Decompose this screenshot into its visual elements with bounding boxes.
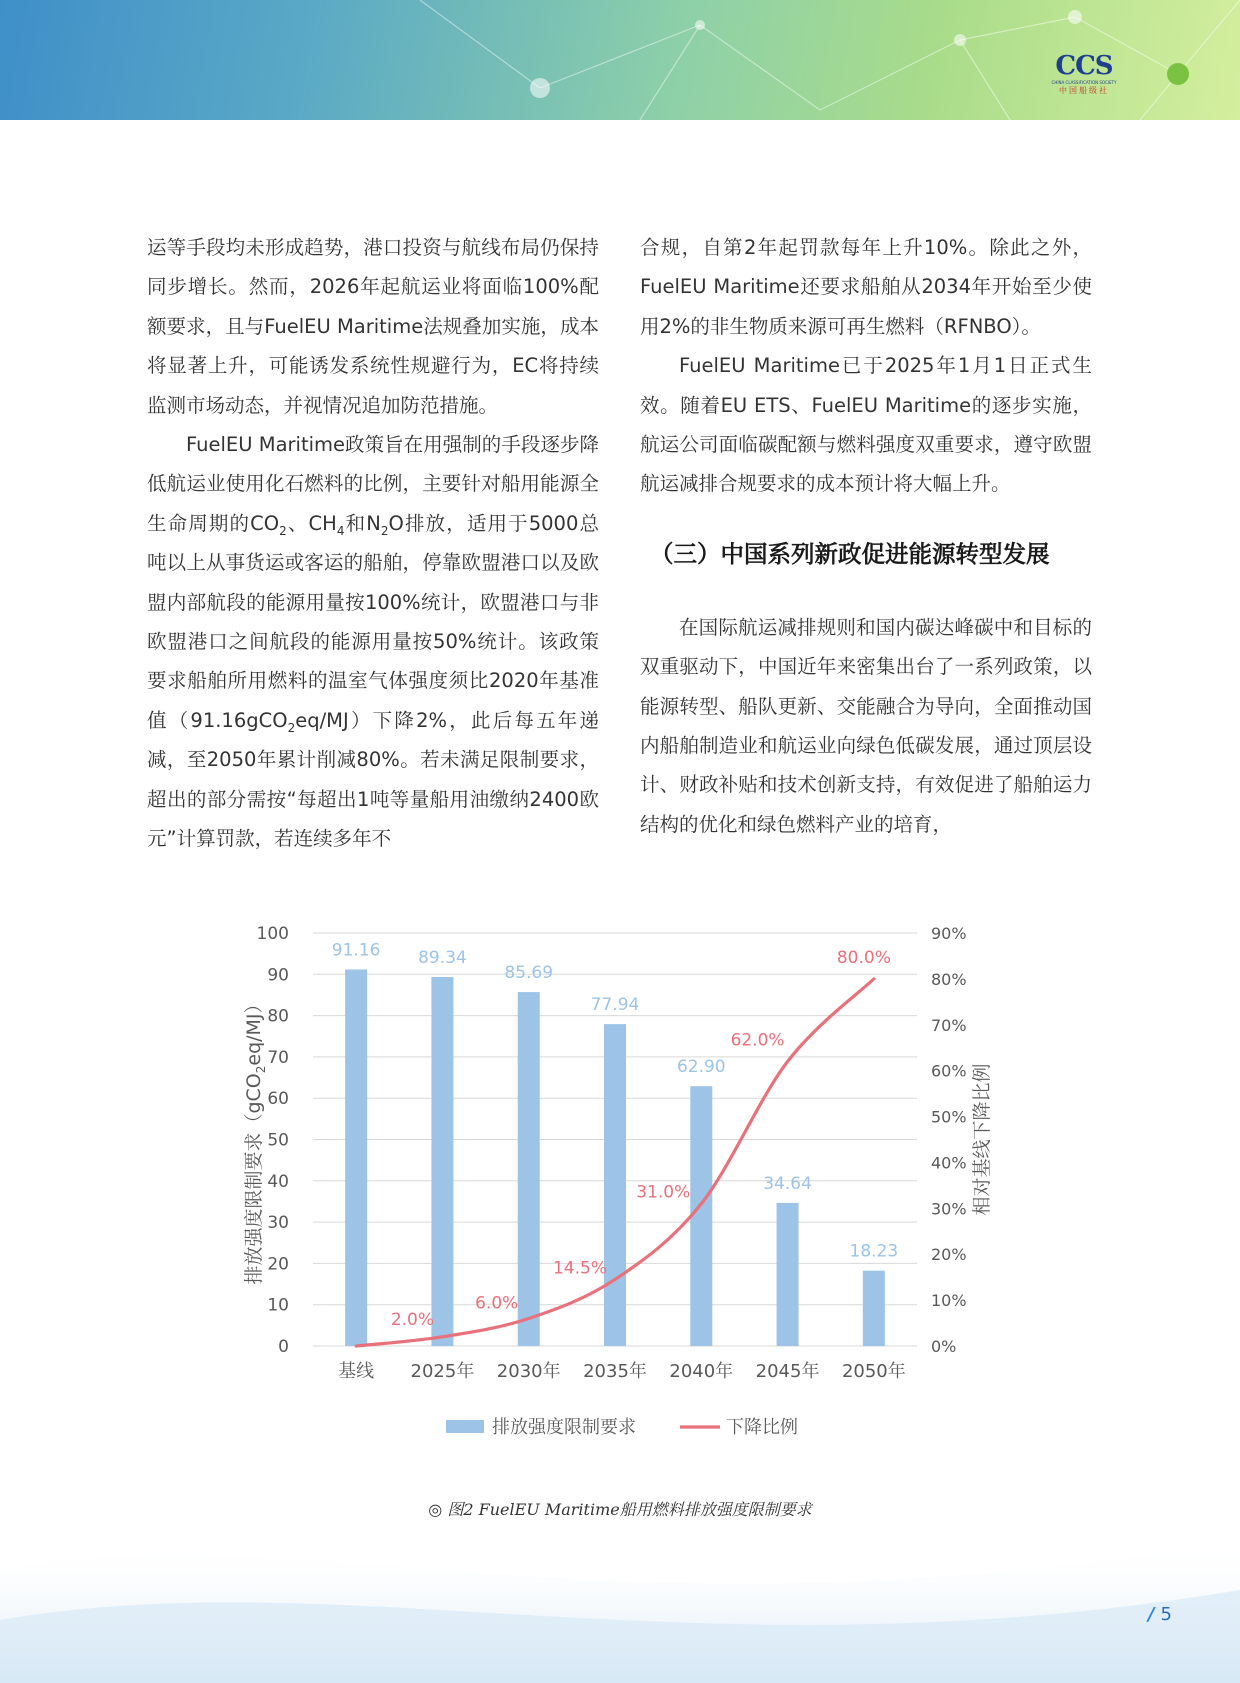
bar-label: 34.64 [763,1173,812,1194]
y-tick-right: 90% [931,924,967,943]
x-tick-label: 2035年 [583,1361,647,1382]
bar-label: 62.90 [676,1057,726,1078]
y-tick-left: 90 [267,965,289,986]
y-tick-left: 40 [267,1171,289,1192]
line-label: 80.0% [836,947,891,968]
bar-label: 85.69 [504,963,554,984]
right-paragraph-3: 在国际航运减排规则和国内碳达峰碳中和目标的双重驱动下，中国近年来密集出台了一系列政策，以能源转型、船队更新、交能融合为导向，全面推动国内船舶制造业和航运业向绿色低碳发展，通过顶层设计、财政补贴和技术创新支持，有效促进了船舶运力结构的优化和绿色燃料产业的培育， [640,615,1092,836]
legend-label-line: 下降比例 [726,1417,798,1438]
y-tick-right: 40% [931,1153,967,1173]
emission-chart [195,895,1042,1445]
bar [431,977,453,1346]
bar [690,1086,712,1346]
logo-mark: CCS [1055,51,1113,81]
section-heading: （三）中国系列新政促进能源转型发展 [650,539,1050,568]
right-paragraph-1: 合规，自第2年起罚款每年上升10%。除此之外，FuelEU Maritime还要求船舶从2034年开始至少使用2%的非生物质来源可再生燃料（RFNBO）。 [640,236,1092,338]
y-tick-right: 30% [931,1199,967,1219]
x-tick-label: 2040年 [669,1361,734,1382]
line-label: 62.0% [730,1030,785,1051]
y-tick-right: 20% [931,1245,967,1265]
figure-caption: ◎ 图2 FuelEU Maritime船用燃料排放强度限制要求 [428,1500,812,1519]
x-tick-label: 2030年 [496,1361,561,1382]
bottom-wave-decoration [0,1450,1240,1683]
line-label: 14.5% [552,1258,608,1279]
bar [863,1271,885,1346]
y-axis-title-right: 相对基线下降比例 [971,1063,993,1216]
y-tick-left: 70 [267,1047,289,1068]
page-number: / 5 [1147,1604,1172,1625]
y-axis-title-left: 排放强度限制要求（gCO$_2$eq/MJ） [243,994,268,1285]
y-tick-right: 10% [931,1291,967,1311]
line-label: 31.0% [636,1182,691,1203]
y-tick-left: 0 [278,1337,289,1357]
right-paragraph-2: FuelEU Maritime已于2025年1月1日正式生效。随着EU ETS、FuelEU Maritime的逐步实施，航运公司面临碳配额与燃料强度双重要求，遵守欧盟航运减排合规要求的成本预计将大幅上升。 [640,354,1092,496]
logo-sub-en: CHINA CLASSIFICATION SOCIETY [1051,80,1117,85]
bar-label: 18.23 [849,1241,899,1262]
green-dot-icon [1167,63,1189,85]
line-label: 2.0% [390,1309,435,1330]
y-tick-right: 60% [931,1061,967,1081]
y-tick-left: 30 [267,1213,289,1234]
y-tick-left: 50 [267,1130,289,1151]
x-tick-label: 2025年 [410,1361,475,1382]
chart-svg [195,895,1042,1445]
y-tick-right: 0% [931,1337,957,1356]
bar-label: 91.16 [331,940,381,961]
left-paragraph-2: FuelEU Maritime政策旨在用强制的手段逐步降低航运业使用化石燃料的比例，主要针对船用能源全生命周期的$CO_2$、$CH_4$和$N_2O$排放，适用于5000总吨以上从事货运或客运的船舶，停靠欧盟港口以及欧盟内部航段的能源用量按100%统计，欧盟港口与非欧盟港口之间航段的能源用量按50%统计。该政策要求船舶所用燃料的温室气体强度须比2020年基准值（91.16gCO$_2$eq/MJ）下降2%，此后每五年递减，至2050年累计削减80%。若未满足限制要求，超出的部分需按“每超出1吨等量船用油缴纳2400欧元”计算罚款，若连续多年不 [147,433,600,851]
y-tick-left: 100 [256,924,289,944]
bar [777,1203,799,1346]
y-tick-left: 10 [267,1295,289,1316]
y-tick-right: 70% [931,1015,967,1035]
legend-swatch-bar [446,1420,484,1433]
x-tick-label: 2050年 [841,1361,906,1382]
bar [518,992,540,1346]
header-banner [0,0,1240,120]
line-label: 6.0% [475,1293,519,1314]
right-column [640,228,1092,844]
bar-label: 77.94 [590,995,640,1016]
bar [604,1024,626,1346]
bar-label: 89.34 [418,948,467,969]
x-tick-label: 2045年 [755,1361,820,1382]
slash-icon: / [1147,1604,1155,1625]
y-tick-left: 60 [267,1089,289,1110]
bar [345,970,367,1346]
x-tick-label: 基线 [338,1361,375,1382]
logo-sub-cn: 中国船级社 [1059,86,1109,95]
y-tick-left: 20 [267,1254,289,1275]
ccs-logo [1048,52,1120,100]
y-tick-right: 80% [931,969,967,989]
legend-label-bar: 排放强度限制要求 [492,1417,636,1438]
y-tick-right: 50% [931,1107,967,1127]
y-tick-left: 80 [267,1006,289,1027]
left-column [147,228,599,859]
left-paragraph-1: 运等手段均未形成趋势，港口投资与航线布局仍保持同步增长。然而，2026年起航运业将面临100%配额要求，且与FuelEU Maritime法规叠加实施，成本将显著上升，可能诱发系统性规避行为，EC将持续监测市场动态，并视情况追加防范措施。 [147,236,599,417]
